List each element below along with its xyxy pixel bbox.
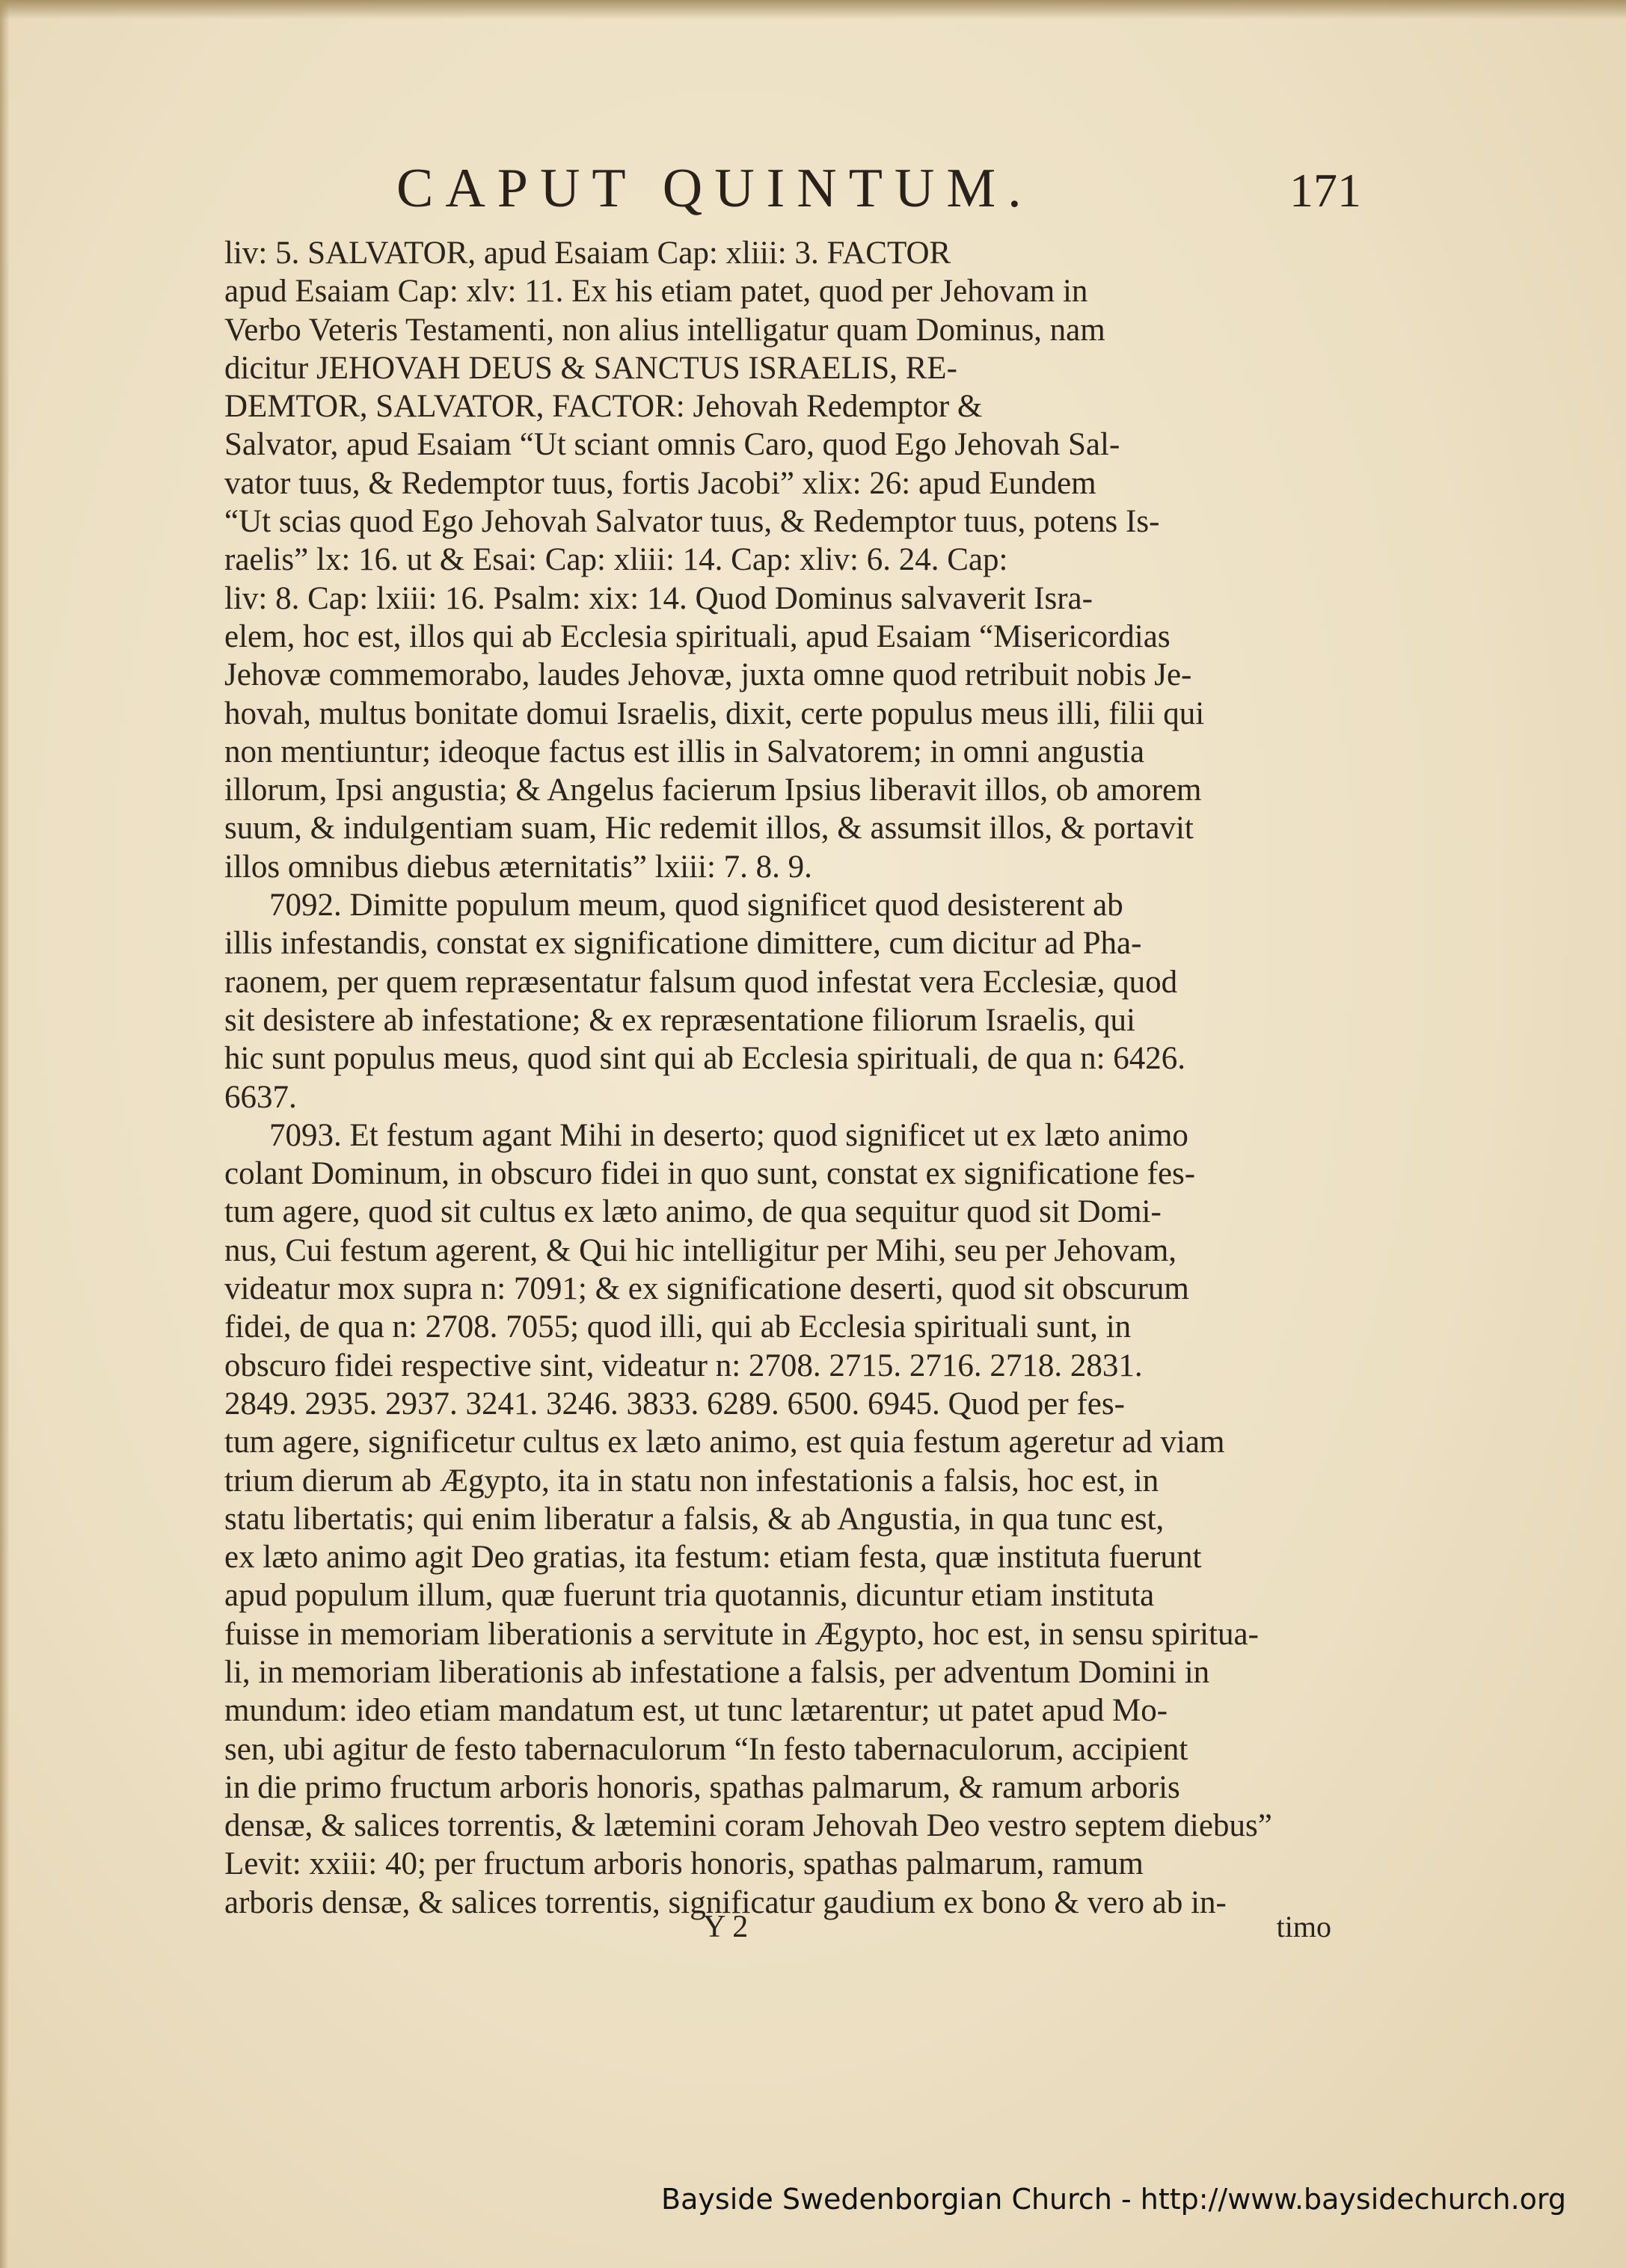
text-line: vator tuus, & Redemptor tuus, fortis Jacobi” xlix: 26: apud Eundem [224,465,1096,501]
text-line: “Ut scias quod Ego Jehovah Salvator tuus, & Redemptor tuus, potens Is- [224,504,1160,540]
text-line: nus, Cui festum agerent, & Qui hic intelligitur per Mihi, seu per Jehovam, [224,1232,1177,1268]
paragraph-start-line: 7093. Et festum agant Mihi in deserto; quod significet ut ex læto animo [269,1117,1188,1153]
text-line: arboris densæ, & salices torrentis, significatur gaudium ex bono & vero ab in- [224,1884,1227,1920]
page-top-shadow [0,0,1626,19]
text-line: Jehovæ commemorabo, laudes Jehovæ, juxta omne quod retribuit nobis Je- [224,657,1192,693]
text-line: tum agere, significetur cultus ex læto animo, est quia festum ageretur ad viam [224,1425,1225,1460]
text-line: trium dierum ab Ægypto, ita in statu non infestationis a falsis, hoc est, in [224,1463,1159,1499]
catchword: timo [1276,1910,1331,1943]
text-line: raonem, per quem repræsentatur falsum quod infestat vera Ecclesiæ, quod [224,964,1178,1000]
text-line: fuisse in memoriam liberationis a servitute in Ægypto, hoc est, in sensu spiritua- [224,1616,1259,1652]
text-line: tum agere, quod sit cultus ex læto animo, de qua sequitur quod sit Domi- [224,1194,1162,1230]
text-line: hovah, multus bonitate domui Israelis, dixit, certe populus meus illi, filii qui [224,695,1205,731]
text-line: DEMTOR, SALVATOR, FACTOR: Jehovah Redemptor & [224,389,983,425]
page-number: 171 [1289,164,1361,217]
page-footer [224,1909,1361,1946]
text-line: li, in memoriam liberationis ab infestatione a falsis, per adventum Domini in [224,1654,1210,1690]
running-head: CAPUT QUINTUM. [396,158,1034,219]
text-line: in die primo fructum arboris honoris, spathas palmarum, & ramum arboris [224,1769,1180,1805]
text-line: mundum: ideo etiam mandatum est, ut tunc lætarentur; ut patet apud Mo- [224,1693,1168,1729]
body-text [224,234,1361,1922]
text-line: fidei, de qua n: 2708. 7055; quod illi, qui ab Ecclesia spirituali sunt, in [224,1309,1132,1345]
text-line: suum, & indulgentiam suam, Hic redemit illos, & assumsit illos, & portavit [224,811,1194,846]
text-line: non mentiuntur; ideoque factus est illis in Salvatorem; in omni angustia [224,734,1145,769]
text-line: densæ, & salices torrentis, & lætemini coram Jehovah Deo vestro septem diebus” [224,1808,1272,1844]
text-line: dicitur JEHOVAH DEUS & SANCTUS ISRAELIS, RE- [224,350,957,386]
text-line: obscuro fidei respective sint, videatur n: 2708. 2715. 2716. 2718. 2831. [224,1347,1143,1383]
text-line: illorum, Ipsi angustia; & Angelus facierum Ipsius liberavit illos, ob amorem [224,772,1202,808]
text-line: illos omnibus diebus æternitatis” lxiii: 7. 8. 9. [224,849,812,885]
text-line: Levit: xxiii: 40; per fructum arboris honoris, spathas palmarum, ramum [224,1846,1144,1882]
page-gutter [0,0,9,2268]
text-line: 2849. 2935. 2937. 3241. 3246. 3833. 6289. 6500. 6945. Quod per fes- [224,1386,1125,1422]
text-line: ex læto animo agit Deo gratias, ita festum: etiam festa, quæ instituta fuerunt [224,1540,1202,1576]
text-line: hic sunt populus meus, quod sint qui ab Ecclesia spirituali, de qua n: 6426. [224,1041,1186,1077]
text-line: raelis” lx: 16. ut & Esai: Cap: xliii: 14. Cap: xliv: 6. 24. Cap: [224,542,1008,578]
text-line: Salvator, apud Esaiam “Ut sciant omnis Caro, quod Ego Jehovah Sal- [224,427,1120,463]
text-line: apud populum illum, quæ fuerunt tria quotannis, dicuntur etiam instituta [224,1578,1155,1614]
paragraph-start-line: 7092. Dimitte populum meum, quod significet quod desisterent ab [269,888,1123,924]
signature-mark: Y 2 [703,1910,749,1944]
text-line: videatur mox supra n: 7091; & ex significatione deserti, quod sit obscurum [224,1271,1189,1307]
text-line: illis infestandis, constat ex significatione dimittere, cum dicitur ad Pha- [224,926,1142,962]
page-header [224,157,1361,217]
source-watermark: Bayside Swedenborgian Church - http://www.baysidechurch.org [661,2183,1566,2216]
text-line: apud Esaiam Cap: xlv: 11. Ex his etiam patet, quod per Jehovam in [224,274,1088,310]
text-line: 6637. [224,1079,297,1115]
text-line: sit desistere ab infestatione; & ex repræsentatione filiorum Israelis, qui [224,1002,1136,1038]
text-line: liv: 8. Cap: lxiii: 16. Psalm: xix: 14. Quod Dominus salvaverit Isra- [224,580,1093,616]
text-line: colant Dominum, in obscuro fidei in quo sunt, constat ex significatione fes- [224,1156,1196,1192]
text-line: sen, ubi agitur de festo tabernaculorum “In festo tabernaculorum, accipient [224,1731,1188,1767]
text-line: statu libertatis; qui enim liberatur a falsis, & ab Angustia, in qua tunc est, [224,1501,1165,1537]
text-line: elem, hoc est, illos qui ab Ecclesia spirituali, apud Esaiam “Misericordias [224,618,1171,654]
text-line: liv: 5. SALVATOR, apud Esaiam Cap: xliii: 3. FACTOR [224,236,951,271]
text-line: Verbo Veteris Testamenti, non alius intelligatur quam Dominus, nam [224,312,1105,348]
